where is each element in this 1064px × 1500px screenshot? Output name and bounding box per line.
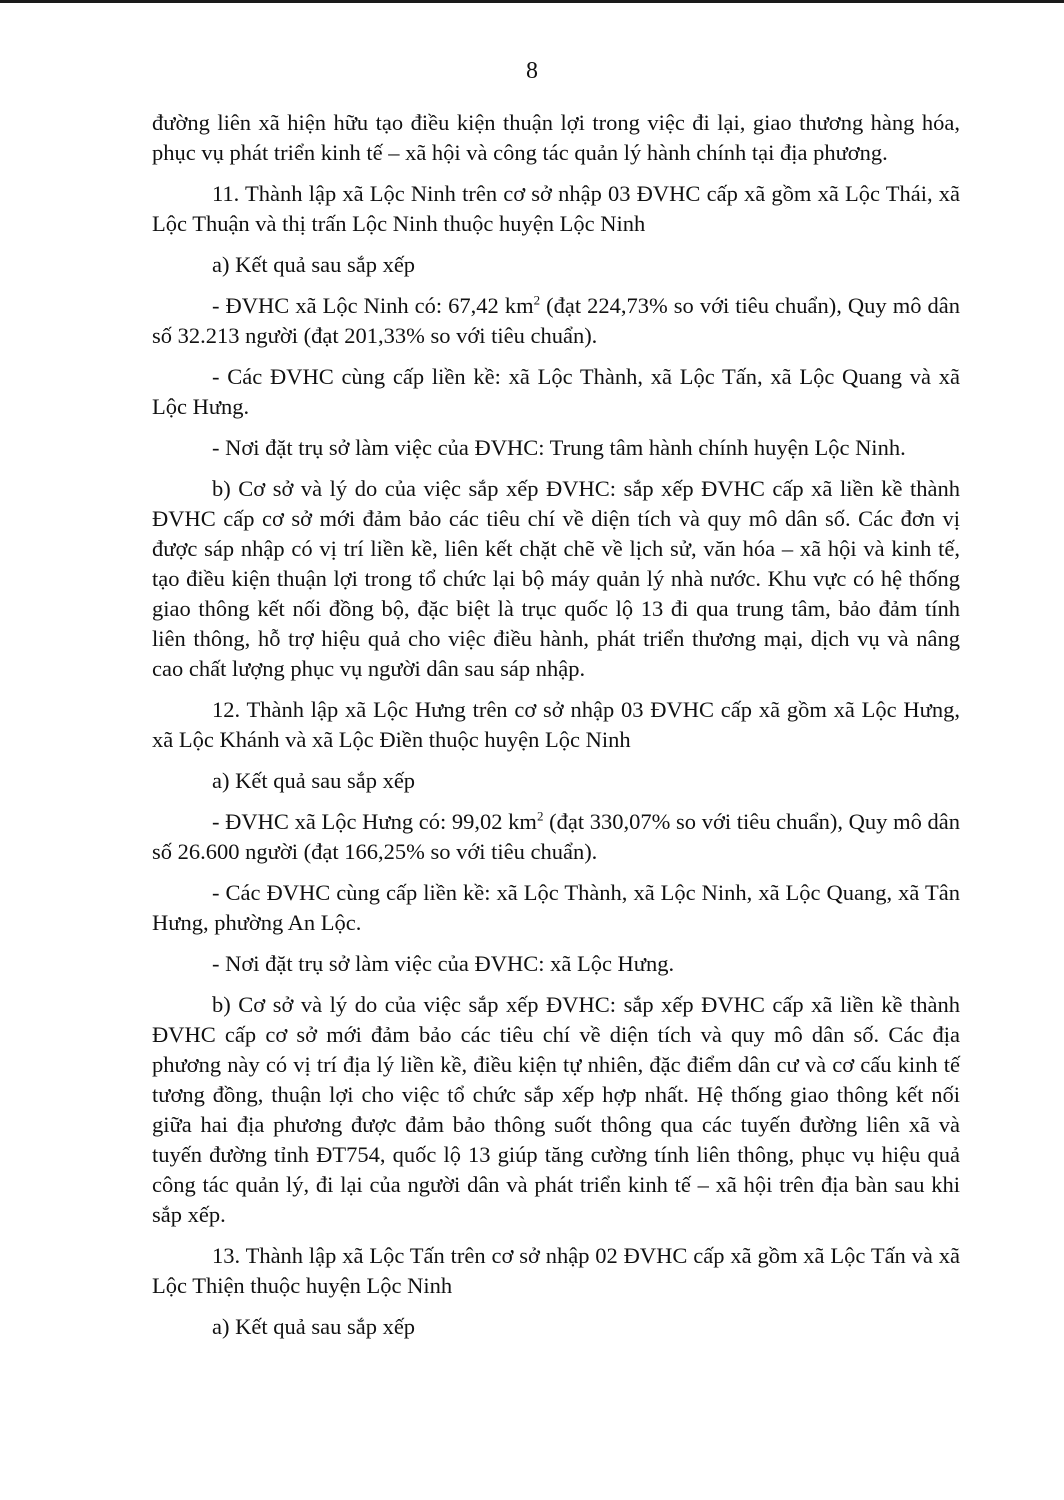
population-text: (đạt 330,07% so với tiêu chuẩn), Quy mô dân số 26.600 người (đạt 166,25% so với tiêu chuẩn). [152,809,960,864]
section-11-area-population [152,291,960,351]
page-number: 8 [526,58,538,84]
document-body [152,108,960,1353]
area-text: - ĐVHC xã Lộc Hưng có: 99,02 km [212,809,537,834]
population-text: (đạt 224,73% so với tiêu chuẩn), Quy mô dân số 32.213 người (đạt 201,33% so với tiêu chuẩn). [152,293,960,348]
section-11-adjacent-units: - Các ĐVHC cùng cấp liền kề: xã Lộc Thành, xã Lộc Tấn, xã Lộc Quang và xã Lộc Hưng. [152,364,960,419]
section-11-heading: 11. Thành lập xã Lộc Ninh trên cơ sở nhập 03 ĐVHC cấp xã gồm xã Lộc Thái, xã Lộc Thuận và thị trấn Lộc Ninh thuộc huyện Lộc Ninh [152,181,960,236]
section-12-rationale: b) Cơ sở và lý do của việc sắp xếp ĐVHC: sắp xếp ĐVHC cấp xã liền kề thành ĐVHC cấp cơ sở mới đảm bảo các tiêu chí về diện tích và quy mô dân số. Các địa phương này có vị trí địa lý liền kề, điều kiện tự nhiên, đặc điểm dân cư và cơ cấu kinh tế tương đồng, thuận lợi cho việc tổ chức sắp xếp hợp nhất. Hệ thống giao thông kết nối giữa hai địa phương được đảm bảo thông suốt thông qua các tuyến đường liên xã và tuyến đường tỉnh ĐT754, quốc lộ 13 giúp tăng cường tính liên thông, phục vụ hiệu quả công tác quản lý, đi lại của người dân và phát triển kinh tế – xã hội trên địa bàn sau khi sắp xếp. [152,992,960,1227]
area-text: - ĐVHC xã Lộc Ninh có: 67,42 km [212,293,534,318]
section-13-heading: 13. Thành lập xã Lộc Tấn trên cơ sở nhập 02 ĐVHC cấp xã gồm xã Lộc Tấn và xã Lộc Thiện thuộc huyện Lộc Ninh [152,1243,960,1298]
section-12-heading: 12. Thành lập xã Lộc Hưng trên cơ sở nhập 03 ĐVHC cấp xã gồm xã Lộc Hưng, xã Lộc Khánh và xã Lộc Điền thuộc huyện Lộc Ninh [152,697,960,752]
section-11-rationale: b) Cơ sở và lý do của việc sắp xếp ĐVHC: sắp xếp ĐVHC cấp xã liền kề thành ĐVHC cấp cơ sở mới đảm bảo các tiêu chí về diện tích và quy mô dân số. Các đơn vị được sáp nhập có vị trí liền kề, liên kết chặt chẽ về lịch sử, văn hóa – xã hội và kinh tế, tạo điều kiện thuận lợi trong tổ chức lại bộ máy quản lý nhà nước. Khu vực có hệ thống giao thông kết nối đồng bộ, đặc biệt là trục quốc lộ 13 đi qua trung tâm, bảo đảm tính liên thông, hỗ trợ hiệu quả cho việc điều hành, phát triển thương mại, dịch vụ và nâng cao chất lượng phục vụ người dân sau sáp nhập. [152,476,960,681]
scan-edge-line [0,0,1064,3]
area-unit-superscript: 2 [536,808,544,824]
section-12-adjacent-units: - Các ĐVHC cùng cấp liền kề: xã Lộc Thành, xã Lộc Ninh, xã Lộc Quang, xã Tân Hưng, phường An Lộc. [152,880,960,935]
section-11-office-location: - Nơi đặt trụ sở làm việc của ĐVHC: Trung tâm hành chính huyện Lộc Ninh. [212,435,906,460]
area-unit-superscript: 2 [533,292,541,308]
section-13-result-heading: a) Kết quả sau sắp xếp [212,1314,416,1339]
section-12-area-population [152,807,960,867]
section-12-result-heading: a) Kết quả sau sắp xếp [212,768,416,793]
section-11-result-heading: a) Kết quả sau sắp xếp [212,252,416,277]
section-12-office-location: - Nơi đặt trụ sở làm việc của ĐVHC: xã Lộc Hưng. [212,951,675,976]
paragraph-continuation: đường liên xã hiện hữu tạo điều kiện thuận lợi trong việc đi lại, giao thương hàng hóa, phục vụ phát triển kinh tế – xã hội và công tác quản lý hành chính tại địa phương. [152,110,960,165]
